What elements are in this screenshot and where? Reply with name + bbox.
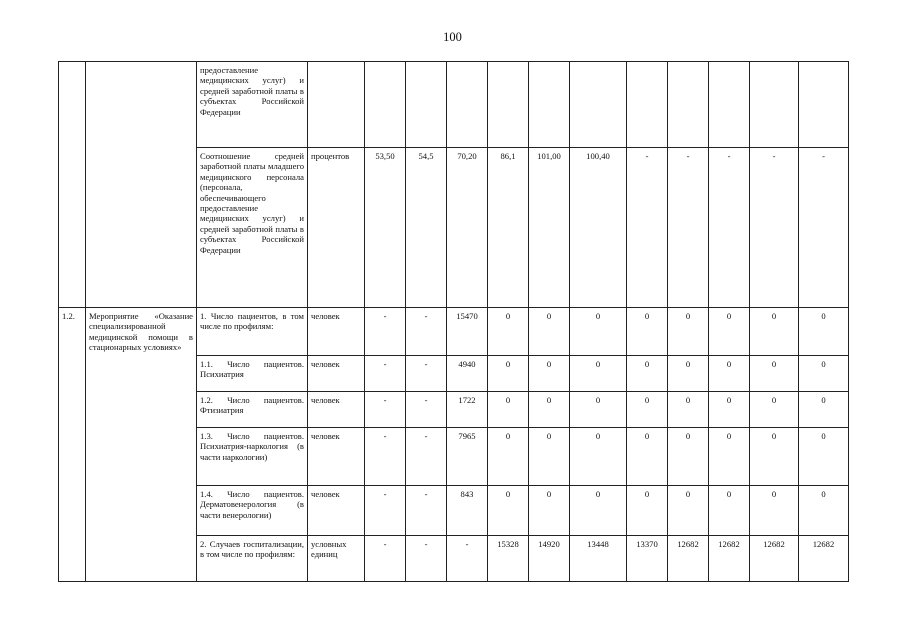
indicator-table [58, 61, 849, 582]
value-cell: 0 [488, 392, 529, 428]
value-cell: 0 [799, 486, 849, 536]
value-cell: 0 [529, 392, 570, 428]
value-cell: 1722 [447, 392, 488, 428]
row-number-cell: 1.2. [59, 308, 86, 582]
value-cell: 70,20 [447, 148, 488, 308]
value-cell: 54,5 [406, 148, 447, 308]
value-cell: 0 [570, 392, 627, 428]
value-cell: 0 [627, 308, 668, 356]
value-cell: 0 [529, 356, 570, 392]
value-cell: 13370 [627, 536, 668, 582]
value-cell: - [365, 536, 406, 582]
event-cell [86, 62, 197, 308]
value-cell: 0 [709, 428, 750, 486]
value-cell: 12682 [668, 536, 709, 582]
value-cell: 843 [447, 486, 488, 536]
value-cell: - [709, 148, 750, 308]
value-cell: 53,50 [365, 148, 406, 308]
unit-cell: процентов [308, 148, 365, 308]
value-cell: - [365, 486, 406, 536]
value-cell: - [365, 356, 406, 392]
value-cell: 12682 [709, 536, 750, 582]
value-cell: 0 [799, 308, 849, 356]
unit-cell: человек [308, 428, 365, 486]
table-row [59, 62, 849, 148]
value-cell: 15328 [488, 536, 529, 582]
value-cell: 0 [570, 486, 627, 536]
value-cell: 0 [570, 308, 627, 356]
value-cell [627, 62, 668, 148]
value-cell [406, 62, 447, 148]
value-cell: 0 [488, 308, 529, 356]
row-number-cell [59, 62, 86, 308]
indicator-cell: 1.3. Число пациентов. Психиатрия-наркология (в части наркологии) [197, 428, 308, 486]
unit-cell: человек [308, 486, 365, 536]
unit-cell [308, 62, 365, 148]
value-cell [668, 62, 709, 148]
value-cell: 86,1 [488, 148, 529, 308]
unit-cell: человек [308, 392, 365, 428]
value-cell: 0 [668, 392, 709, 428]
indicator-cell: 1.4. Число пациентов. Дерматовенерология (в части венерологии) [197, 486, 308, 536]
value-cell: 0 [529, 308, 570, 356]
value-cell: 0 [750, 356, 799, 392]
value-cell: - [406, 392, 447, 428]
value-cell: - [750, 148, 799, 308]
value-cell: 4940 [447, 356, 488, 392]
value-cell [750, 62, 799, 148]
value-cell: 0 [529, 428, 570, 486]
value-cell [365, 62, 406, 148]
value-cell: 0 [488, 356, 529, 392]
indicator-cell: предоставление медицинских услуг) и средней заработной платы в субъектах Российской Федерации [197, 62, 308, 148]
value-cell [799, 62, 849, 148]
value-cell: - [365, 392, 406, 428]
value-cell: 13448 [570, 536, 627, 582]
value-cell: - [406, 356, 447, 392]
value-cell: 0 [709, 392, 750, 428]
value-cell: - [365, 308, 406, 356]
value-cell: 0 [488, 486, 529, 536]
value-cell: - [406, 536, 447, 582]
value-cell [570, 62, 627, 148]
table-row [59, 308, 849, 356]
value-cell: 0 [627, 356, 668, 392]
indicator-cell: 1.1. Число пациентов. Психиатрия [197, 356, 308, 392]
value-cell: - [627, 148, 668, 308]
value-cell: - [406, 308, 447, 356]
value-cell: 0 [799, 428, 849, 486]
value-cell: 12682 [750, 536, 799, 582]
value-cell: 100,40 [570, 148, 627, 308]
value-cell: - [365, 428, 406, 486]
value-cell: 0 [799, 356, 849, 392]
indicator-cell: 1.2. Число пациентов. Фтизиатрия [197, 392, 308, 428]
value-cell: 0 [570, 428, 627, 486]
value-cell: 0 [750, 392, 799, 428]
value-cell: 12682 [799, 536, 849, 582]
value-cell: 15470 [447, 308, 488, 356]
value-cell: 0 [529, 486, 570, 536]
unit-cell: человек [308, 308, 365, 356]
indicator-cell: 1. Число пациентов, в том числе по профилям: [197, 308, 308, 356]
unit-cell: человек [308, 356, 365, 392]
value-cell: - [447, 536, 488, 582]
value-cell: - [406, 428, 447, 486]
value-cell [447, 62, 488, 148]
value-cell: 0 [799, 392, 849, 428]
value-cell: 0 [627, 486, 668, 536]
event-cell: Мероприятие «Оказание специализированной медицинской помощи в стационарных условиях» [86, 308, 197, 582]
value-cell: 101,00 [529, 148, 570, 308]
value-cell [488, 62, 529, 148]
value-cell: 0 [668, 428, 709, 486]
value-cell: 0 [709, 486, 750, 536]
value-cell: 0 [709, 308, 750, 356]
indicator-cell: 2. Случаев госпитализации, в том числе по профилям: [197, 536, 308, 582]
page-number: 100 [443, 30, 462, 44]
value-cell: - [668, 148, 709, 308]
unit-cell: условных единиц [308, 536, 365, 582]
value-cell: 0 [488, 428, 529, 486]
value-cell: 0 [709, 356, 750, 392]
value-cell: 14920 [529, 536, 570, 582]
value-cell: 0 [750, 308, 799, 356]
value-cell: 0 [668, 356, 709, 392]
value-cell: 7965 [447, 428, 488, 486]
value-cell: - [799, 148, 849, 308]
value-cell: 0 [668, 308, 709, 356]
value-cell [709, 62, 750, 148]
value-cell: 0 [570, 356, 627, 392]
value-cell: 0 [668, 486, 709, 536]
value-cell: 0 [627, 428, 668, 486]
value-cell: 0 [750, 486, 799, 536]
value-cell [529, 62, 570, 148]
value-cell: 0 [750, 428, 799, 486]
value-cell: - [406, 486, 447, 536]
indicator-cell: Соотношение средней заработной платы младшего медицинского персонала (персонала, обеспечивающего предоставление медицинских услуг) и средней заработной платы в субъектах Российской Федерации [197, 148, 308, 308]
value-cell: 0 [627, 392, 668, 428]
